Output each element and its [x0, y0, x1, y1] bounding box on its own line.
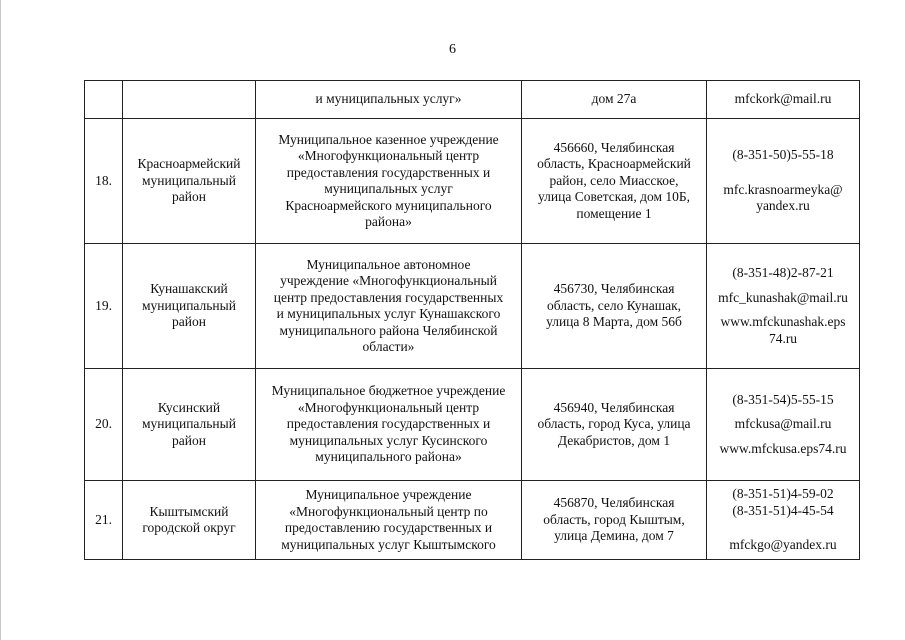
page-number: 6: [449, 42, 456, 57]
email-text: mfckgo@yandex.ru: [729, 537, 837, 553]
mfc-table: [84, 80, 860, 560]
institution-cell: Муниципальное автономное учреждение «Многофункциональный центр предоставления государственных и муниципальных услуг Кунашакского муниципального района Челябинской области»: [256, 244, 522, 369]
table-row: [85, 481, 860, 560]
table-row: [85, 81, 860, 119]
address-cell: 456870, Челябинская область, город Кыштым, улица Демина, дом 7: [522, 481, 707, 560]
district-cell: [123, 81, 256, 119]
address-cell: 456660, Челябинская область, Красноармейский район, село Миасское, улица Советская, дом 10Б, помещение 1: [522, 119, 707, 244]
page-left-edge: [0, 0, 1, 640]
district-cell: Кусинский муниципальный район: [123, 369, 256, 481]
row-number-cell: 20.: [85, 369, 123, 481]
email-text: mfc_kunashak@mail.ru: [718, 289, 848, 305]
contacts-cell: [707, 81, 860, 119]
district-cell: Кунашакский муниципальный район: [123, 244, 256, 369]
contacts-cell: [707, 369, 860, 481]
row-number-cell: 19.: [85, 244, 123, 369]
email-text: mfc.krasnoarmeyka@: [723, 181, 843, 197]
phone-text: (8-351-48)2-87-21: [732, 265, 834, 280]
table-row: [85, 369, 860, 481]
institution-cell: Муниципальное казенное учреждение «Многофункциональный центр предоставления государственных и муниципальных услуг Красноармейского муниципального района»: [256, 119, 522, 244]
address-cell: 456730, Челябинская область, село Кунашак, улица 8 Марта, дом 56б: [522, 244, 707, 369]
email-text: mfckork@mail.ru: [734, 91, 832, 107]
contacts-cell: [707, 244, 860, 369]
institution-cell: Муниципальное бюджетное учреждение «Многофункциональный центр предоставления государственных и муниципальных услуг Кусинского муниципального района»: [256, 369, 522, 481]
phone-text: (8-351-54)5-55-15: [732, 391, 834, 407]
contacts-cell: [707, 481, 860, 560]
phone-text: (8-351-51)4-45-54: [732, 502, 834, 518]
district-cell: Кыштымский городской округ: [123, 481, 256, 560]
website-text: www.mfckusa.eps74.ru: [719, 440, 847, 456]
website-text: www.mfckunashak.eps: [720, 314, 846, 329]
email-text: yandex.ru: [756, 198, 810, 214]
phone-text: (8-351-51)4-59-02: [732, 486, 834, 502]
table-row: [85, 244, 860, 369]
website-text: 74.ru: [768, 330, 798, 346]
institution-cell: Муниципальное учреждение «Многофункциональный центр по предоставлению государственных и муниципальных услуг Кыштымского: [256, 481, 522, 560]
address-cell: 456940, Челябинская область, город Куса, улица Декабристов, дом 1: [522, 369, 707, 481]
district-cell: Красноармейский муниципальный район: [123, 119, 256, 244]
contacts-cell: [707, 119, 860, 244]
phone-text: (8-351-50)5-55-18: [732, 147, 834, 163]
row-number-cell: [85, 81, 123, 119]
institution-cell: и муниципальных услуг»: [256, 81, 522, 119]
email-text: mfckusa@mail.ru: [734, 416, 832, 432]
address-cell: дом 27а: [522, 81, 707, 119]
row-number-cell: 18.: [85, 119, 123, 244]
table-row: [85, 119, 860, 244]
row-number-cell: 21.: [85, 481, 123, 560]
